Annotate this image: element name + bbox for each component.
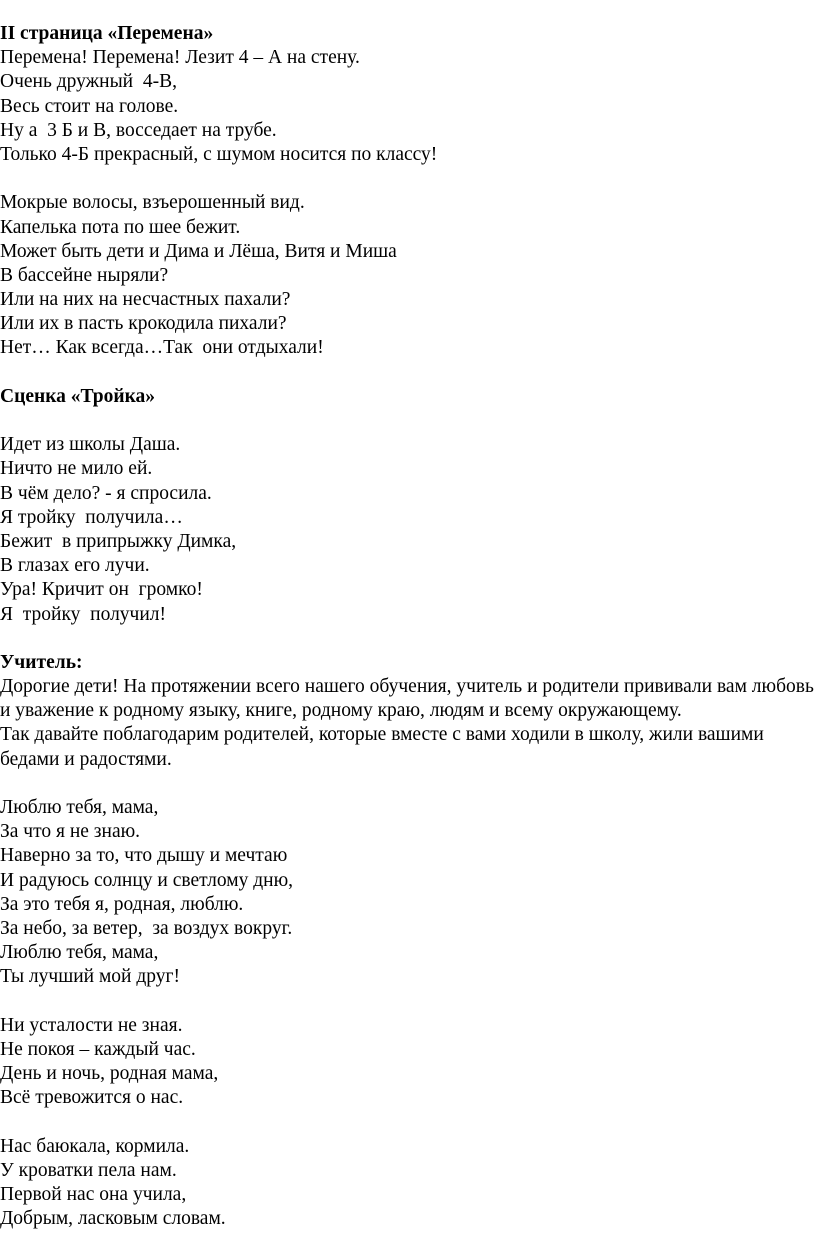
text-line: За это тебя я, родная, люблю. [0, 893, 244, 915]
stanza-no-rest [0, 1014, 816, 1111]
text-line: За небо, за ветер, за воздух вокруг. [0, 918, 293, 939]
document-page [0, 22, 816, 1231]
teacher-paragraph: Дорогие дети! На протяжении всего нашего обучения, учитель и родители прививали вам любовь и уважение к родному языку, книге, родному краю, людям и всему окружающему. [0, 676, 814, 722]
blank-line [0, 990, 816, 1014]
text-line: Люблю тебя, мама, [0, 942, 159, 964]
section-heading-peremena: II страница «Перемена» [0, 23, 214, 44]
stanza-lullaby [0, 1135, 816, 1232]
text-line: В бассейне ныряли? [0, 264, 169, 286]
text-line: Нас баюкала, кормила. [0, 1135, 190, 1157]
text-line: Может быть дети и Дима и Лёша, Витя и Миша [0, 240, 397, 262]
text-line: Перемена! Перемена! Лезит 4 – А на стену. [0, 47, 360, 69]
text-line: Ты лучший мой друг! [0, 966, 181, 988]
text-line: Первой нас она учила, [0, 1184, 187, 1206]
text-line: Очень дружный 4-В, [0, 71, 177, 93]
blank-line [0, 361, 816, 385]
text-line: Люблю тебя, мама, [0, 797, 159, 819]
text-line: Я тройку получила… [0, 506, 183, 528]
blank-line [0, 1111, 816, 1135]
text-line: У кроватки пела нам. [0, 1159, 177, 1181]
blank-line [0, 167, 816, 191]
text-line: Не покоя – каждый час. [0, 1038, 196, 1060]
text-line: Весь стоит на голове. [0, 95, 179, 117]
section-heading-troyka: Сценка «Тройка» [0, 385, 156, 407]
text-line: Ни усталости не зная. [0, 1014, 183, 1036]
text-line: Или их в пасть крокодила пихали? [0, 313, 287, 335]
text-line: Только 4-Б прекрасный, с шумом носится по классу! [0, 143, 438, 165]
text-line: Мокрые волосы, взъерошенный вид. [0, 192, 305, 214]
text-line: За что я не знаю. [0, 821, 141, 843]
text-line: Всё тревожится о нас. [0, 1087, 184, 1109]
text-line: В глазах его лучи. [0, 555, 150, 577]
stanza-love-mama [0, 796, 816, 990]
section-heading-teacher: Учитель: [0, 651, 83, 673]
blank-line [0, 409, 816, 433]
text-line: Ну а 3 Б и В, восседает на трубе. [0, 119, 277, 141]
stanza-wet-hair [0, 191, 816, 360]
text-line: Идет из школы Даша. [0, 434, 181, 456]
text-line: Или на них на несчастных пахали? [0, 289, 291, 311]
stanza-peremena [0, 46, 816, 167]
text-line: Я тройку получил! [0, 603, 167, 625]
text-line: День и ночь, родная мама, [0, 1063, 219, 1085]
blank-line [0, 772, 816, 796]
text-line: И радуюсь солнцу и светлому дню, [0, 869, 294, 891]
text-line: В чём дело? - я спросила. [0, 482, 212, 504]
text-line: Добрым, ласковым словам. [0, 1208, 226, 1230]
teacher-paragraph: Так давайте поблагодарим родителей, которые вместе с вами ходили в школу, жили вашими бедами и радостями. [0, 724, 764, 770]
blank-line [0, 627, 816, 651]
stanza-troyka [0, 433, 816, 627]
text-line: Ура! Кричит он громко! [0, 579, 203, 601]
text-line: Ничто не мило ей. [0, 458, 153, 480]
text-line: Наверно за то, что дышу и мечтаю [0, 845, 288, 867]
text-line: Бежит в припрыжку Димка, [0, 530, 237, 552]
text-line: Капелька пота по шее бежит. [0, 216, 241, 238]
text-line: Нет… Как всегда…Так они отдыхали! [0, 337, 324, 359]
